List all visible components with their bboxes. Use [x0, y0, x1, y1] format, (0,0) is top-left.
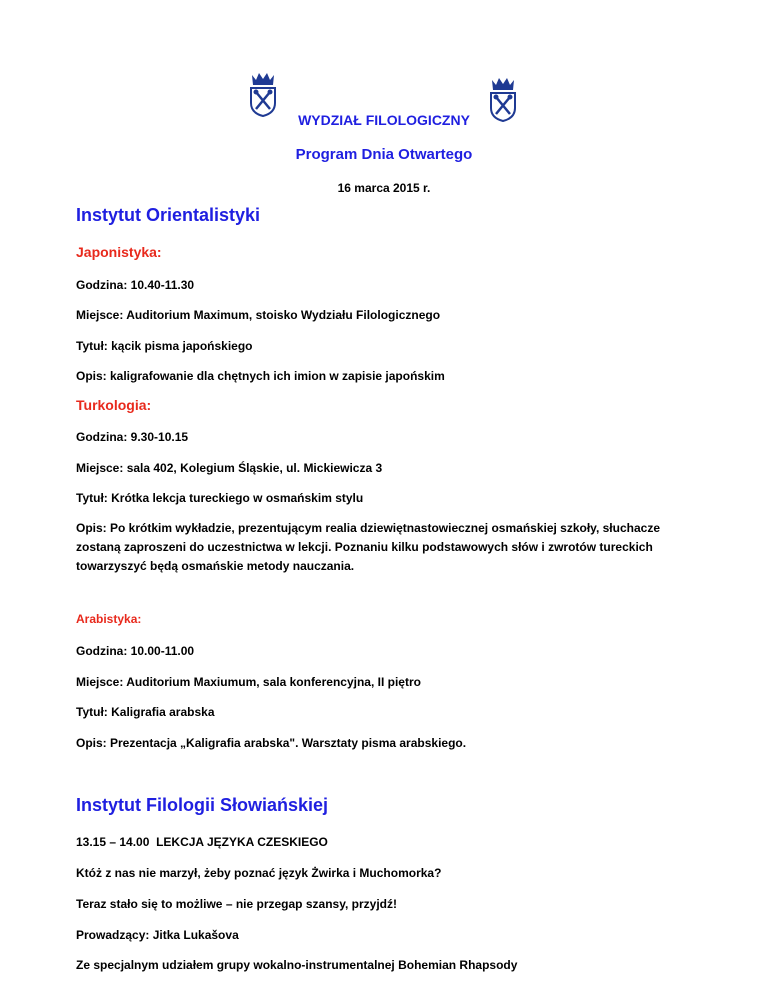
arabic-description: Opis: Prezentacja „Kaligrafia arabska". Warsztaty pisma arabskiego. — [76, 736, 467, 750]
arabic-place: Miejsce: Auditorium Maxiumum, sala konferencyjna, II piętro — [76, 675, 421, 689]
arabic-time: Godzina: 10.00-11.00 — [76, 644, 195, 658]
subsection-turkish: Turkologia: — [76, 397, 152, 413]
japanese-description: Opis: kaligrafowanie dla chętnych ich imion w zapisie japońskim — [76, 369, 445, 383]
czech-lesson-line: Ze specjalnym udziałem grupy wokalno-instrumentalnej Bohemian Rhapsody — [76, 958, 518, 972]
czech-lesson-line: Teraz stało się to możliwe – nie przegap szansy, przyjdź! — [76, 897, 397, 911]
turkish-place: Miejsce: sala 402, Kolegium Śląskie, ul. Mickiewicza 3 — [76, 461, 383, 475]
japanese-time: Godzina: 10.40-11.30 — [76, 278, 195, 292]
turkish-description: Opis: Po krótkim wykładzie, prezentującym realia dziewiętnastowiecznej osmańskiej szkoły, słuchacze zostaną zaproszeni do uczestnictwa w lekcji. Poznaniu kilku podstawowych słów i zwrotów tureckich towarzyszyć będą osmańskie metody nauczania. — [76, 521, 660, 573]
faculty-title: WYDZIAŁ FILOLOGICZNY — [298, 112, 470, 128]
turkish-topic: Tytuł: Krótka lekcja tureckiego w osmańskim stylu — [76, 491, 364, 505]
czech-lesson-time: 13.15 – 14.00 LEKCJA JĘZYKA CZESKIEGO — [76, 835, 328, 849]
event-date: 16 marca 2015 r. — [337, 181, 431, 195]
subsection-arabic: Arabistyka: — [76, 612, 142, 626]
subsection-japanese: Japonistyka: — [76, 244, 162, 260]
arabic-topic: Tytuł: Kaligrafia arabska — [76, 705, 215, 719]
japanese-place: Miejsce: Auditorium Maximum, stoisko Wydziału Filologicznego — [76, 308, 441, 322]
program-title: Program Dnia Otwartego — [295, 146, 473, 163]
turkish-time: Godzina: 9.30-10.15 — [76, 430, 189, 444]
japanese-topic: Tytuł: kącik pisma japońskiego — [76, 339, 253, 353]
section-heading-slavic: Instytut Filologii Słowiańskiej — [76, 795, 329, 815]
czech-lesson-teacher: Prowadzący: Jitka Lukašova — [76, 928, 239, 942]
section-heading-orientalistics: Instytut Orientalistyki — [76, 205, 261, 225]
university-crest-icon — [248, 71, 278, 117]
czech-lesson-line: Któż z nas nie marzył, żeby poznać język Żwirka i Muchomorka? — [76, 866, 442, 880]
